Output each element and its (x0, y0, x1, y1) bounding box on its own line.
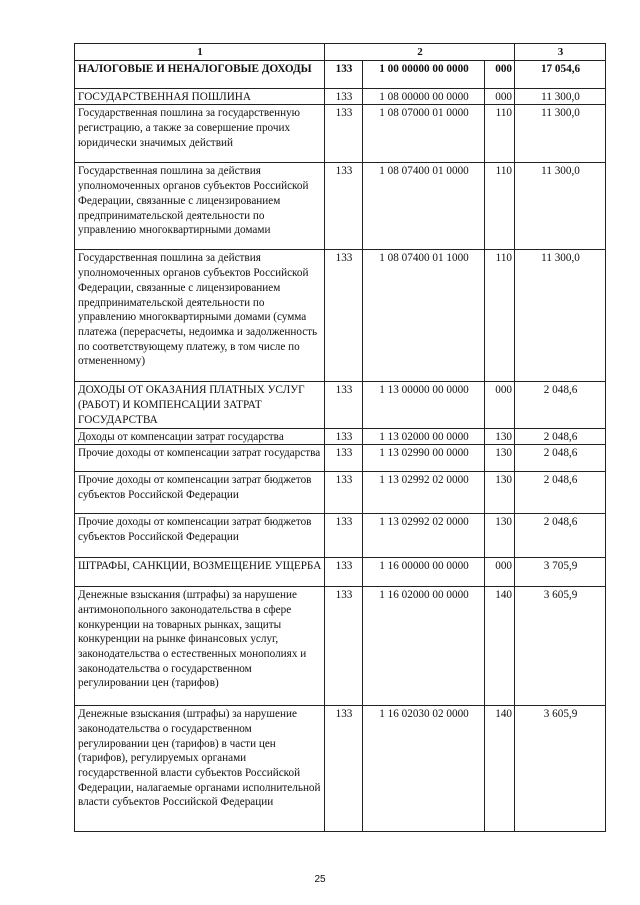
row-kosgu-code: 110 (485, 105, 515, 163)
row-admin-code: 133 (325, 60, 363, 88)
row-admin-code: 133 (325, 445, 363, 472)
table-row (75, 445, 606, 472)
table-row (75, 382, 606, 428)
row-amount: 3 605,9 (515, 706, 606, 832)
row-kosgu-code: 130 (485, 472, 515, 514)
row-kosgu-code: 000 (485, 88, 515, 105)
row-amount: 2 048,6 (515, 514, 606, 558)
row-name: Прочие доходы от компенсации затрат бюджетов субъектов Российской Федерации (75, 472, 325, 514)
row-budget-code: 1 13 02992 02 0000 (363, 472, 485, 514)
row-budget-code: 1 13 02000 00 0000 (363, 428, 485, 445)
row-name: Прочие доходы от компенсации затрат государства (75, 445, 325, 472)
row-budget-code: 1 13 02990 00 0000 (363, 445, 485, 472)
row-name: Денежные взыскания (штрафы) за нарушение антимонопольного законодательства в сфере конкуренции на товарных рынках, защиты конкуренции на рынке финансовых услуг, законодательства о естественных монополиях и законодательства о государственном регулировании цен (тарифов) (75, 587, 325, 706)
row-name: ДОХОДЫ ОТ ОКАЗАНИЯ ПЛАТНЫХ УСЛУГ (РАБОТ) И КОМПЕНСАЦИИ ЗАТРАТ ГОСУДАРСТВА (75, 382, 325, 428)
row-kosgu-code: 140 (485, 587, 515, 706)
row-admin-code: 133 (325, 105, 363, 163)
table-row (75, 587, 606, 706)
row-name: ШТРАФЫ, САНКЦИИ, ВОЗМЕЩЕНИЕ УЩЕРБА (75, 558, 325, 587)
row-admin-code: 133 (325, 88, 363, 105)
row-admin-code: 133 (325, 428, 363, 445)
row-amount: 2 048,6 (515, 382, 606, 428)
row-admin-code: 133 (325, 472, 363, 514)
row-amount: 2 048,6 (515, 445, 606, 472)
row-budget-code: 1 08 07000 01 0000 (363, 105, 485, 163)
row-budget-code: 1 16 02030 02 0000 (363, 706, 485, 832)
row-name: Государственная пошлина за государственную регистрацию, а также за совершение прочих юридически значимых действий (75, 105, 325, 163)
table-row (75, 88, 606, 105)
row-budget-code: 1 08 07400 01 1000 (363, 250, 485, 382)
row-name: НАЛОГОВЫЕ И НЕНАЛОГОВЫЕ ДОХОДЫ (75, 60, 325, 88)
row-kosgu-code: 130 (485, 514, 515, 558)
row-kosgu-code: 000 (485, 558, 515, 587)
row-name: Доходы от компенсации затрат государства (75, 428, 325, 445)
row-admin-code: 133 (325, 514, 363, 558)
table-row (75, 558, 606, 587)
row-budget-code: 1 08 00000 00 0000 (363, 88, 485, 105)
row-name: Государственная пошлина за действия уполномоченных органов субъектов Российской Федерации, связанные с лицензированием предпринимательской деятельности по управлению многоквартирными домами (75, 163, 325, 250)
row-admin-code: 133 (325, 250, 363, 382)
header-col-1: 1 (75, 44, 325, 61)
row-amount: 3 605,9 (515, 587, 606, 706)
table-row (75, 514, 606, 558)
table-header-row (75, 44, 606, 61)
table-row (75, 472, 606, 514)
row-name: Государственная пошлина за действия уполномоченных органов субъектов Российской Федерации, связанные с лицензированием предпринимательской деятельности по управлению многоквартирными домами (сумма платежа (перерасчеты, недоимка и задолженность по соответствующему платежу, в том числе по отмененному) (75, 250, 325, 382)
row-amount: 2 048,6 (515, 472, 606, 514)
header-col-2: 2 (325, 44, 515, 61)
row-budget-code: 1 08 07400 01 0000 (363, 163, 485, 250)
row-budget-code: 1 16 00000 00 0000 (363, 558, 485, 587)
row-admin-code: 133 (325, 706, 363, 832)
row-kosgu-code: 000 (485, 382, 515, 428)
row-kosgu-code: 110 (485, 250, 515, 382)
row-amount: 11 300,0 (515, 163, 606, 250)
table-row (75, 250, 606, 382)
row-admin-code: 133 (325, 587, 363, 706)
row-kosgu-code: 000 (485, 60, 515, 88)
table-row (75, 60, 606, 88)
page-number: 25 (314, 874, 326, 885)
row-admin-code: 133 (325, 163, 363, 250)
row-amount: 11 300,0 (515, 250, 606, 382)
row-budget-code: 1 00 00000 00 0000 (363, 60, 485, 88)
revenue-table (74, 43, 606, 832)
row-admin-code: 133 (325, 382, 363, 428)
row-budget-code: 1 13 00000 00 0000 (363, 382, 485, 428)
row-amount: 17 054,6 (515, 60, 606, 88)
row-admin-code: 133 (325, 558, 363, 587)
row-kosgu-code: 130 (485, 428, 515, 445)
row-name: ГОСУДАРСТВЕННАЯ ПОШЛИНА (75, 88, 325, 105)
table-row (75, 428, 606, 445)
row-name: Прочие доходы от компенсации затрат бюджетов субъектов Российской Федерации (75, 514, 325, 558)
table-row (75, 163, 606, 250)
row-name: Денежные взыскания (штрафы) за нарушение законодательства о государственном регулировании цен (тарифов) в части цен (тарифов), регулируемых органами государственной власти субъектов Российской Федерации, налагаемые органами исполнительной власти субъектов Российской Федерации (75, 706, 325, 832)
row-kosgu-code: 140 (485, 706, 515, 832)
row-amount: 2 048,6 (515, 428, 606, 445)
header-col-3: 3 (515, 44, 606, 61)
row-kosgu-code: 110 (485, 163, 515, 250)
row-amount: 3 705,9 (515, 558, 606, 587)
row-kosgu-code: 130 (485, 445, 515, 472)
row-amount: 11 300,0 (515, 88, 606, 105)
row-budget-code: 1 16 02000 00 0000 (363, 587, 485, 706)
table-row (75, 105, 606, 163)
row-budget-code: 1 13 02992 02 0000 (363, 514, 485, 558)
row-amount: 11 300,0 (515, 105, 606, 163)
table-row (75, 706, 606, 832)
